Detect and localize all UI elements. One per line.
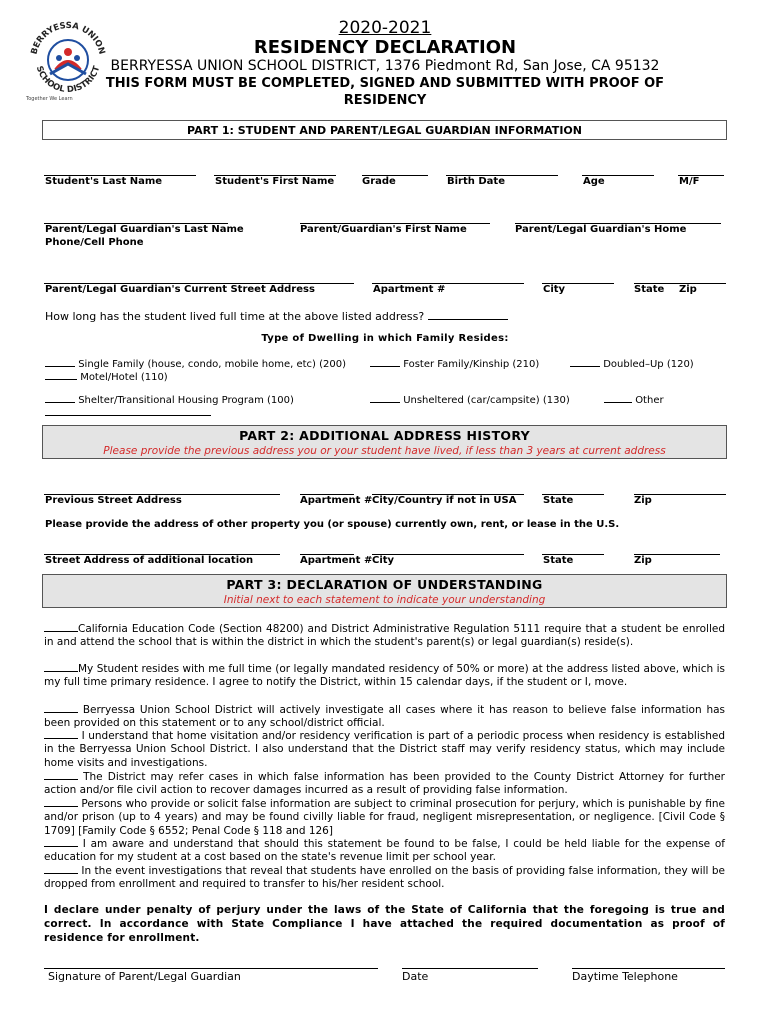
statement-text-1: California Education Code (Section 48200) and District Administrative Regulation 5111 require that a student be enrolled in and attend the school that is within the district in which the student's parent(s) or legal guardian(s) reside(s). — [44, 623, 725, 649]
label-additional-state: State — [543, 555, 574, 566]
statement-3 — [44, 702, 725, 731]
initial-blank-4[interactable] — [44, 728, 78, 739]
svg-text:SCHOOL DISTRICT: SCHOOL DISTRICT — [33, 64, 103, 96]
label-additional-street: Street Address of additional location — [45, 555, 254, 566]
form-title: RESIDENCY DECLARATION — [253, 37, 517, 58]
part2-title: PART 2: ADDITIONAL ADDRESS HISTORY — [239, 428, 530, 443]
part1-header: PART 1: STUDENT AND PARENT/LEGAL GUARDIAN INFORMATION — [42, 120, 727, 140]
label-signature: Signature of Parent/Legal Guardian — [48, 970, 241, 983]
label-previous-state: State — [543, 495, 574, 506]
label-age: Age — [583, 176, 605, 187]
label-additional-zip: Zip — [634, 555, 652, 566]
instruction-line-1: THIS FORM MUST BE COMPLETED, SIGNED AND SUBMITTED WITH PROOF OF — [105, 76, 665, 91]
label-previous-zip: Zip — [634, 495, 652, 506]
dwelling-shelter — [45, 392, 294, 406]
label-state: State — [634, 284, 665, 295]
statement-5 — [44, 769, 725, 798]
statement-text-5: The District may refer cases in which false information has been provided to the County District Attorney for further action and/or file civil action to recover damages incurred as a result of providing false information. — [44, 771, 725, 797]
label-current-street: Parent/Legal Guardian's Current Street Address — [45, 284, 315, 295]
additional-city-field[interactable] — [372, 554, 524, 555]
daytime-telephone-field[interactable] — [572, 968, 725, 969]
dwelling-title: Type of Dwelling in which Family Resides: — [261, 333, 509, 344]
doubled-blank[interactable] — [570, 356, 600, 367]
svg-text:BERRYESSA UNION: BERRYESSA UNION — [29, 20, 107, 56]
other-dwelling-field[interactable] — [45, 415, 211, 416]
statement-text-8: In the event investigations that reveal that students have enrolled on the basis of providing false information, they will be dropped from enrollment and required to transfer to his/her resident school. — [44, 865, 725, 891]
unsheltered-label: Unsheltered (car/campsite) (130) — [403, 395, 570, 406]
label-previous-apartment: Apartment # — [300, 495, 373, 506]
label-apartment: Apartment # — [373, 284, 446, 295]
shelter-blank[interactable] — [45, 392, 75, 403]
single-family-blank[interactable] — [45, 356, 75, 367]
part3-title: PART 3: DECLARATION OF UNDERSTANDING — [226, 577, 543, 592]
dwelling-doubled — [570, 356, 694, 370]
part2-subtitle: Please provide the previous address you or your student have lived, if less than 3 years at current address — [103, 445, 666, 457]
doubled-label: Doubled–Up (120) — [603, 359, 694, 370]
statement-6 — [44, 796, 725, 838]
label-gender: M/F — [679, 176, 700, 187]
initial-blank-8[interactable] — [44, 863, 78, 874]
initial-blank-2[interactable] — [44, 661, 78, 672]
statement-text-4: I understand that home visitation and/or residency verification is part of a periodic process when residency is established in the Berryessa Union School District. I also understand that the District staff may verify residency status, which may include home visits and investigations. — [44, 730, 725, 769]
unsheltered-blank[interactable] — [370, 392, 400, 403]
statement-text-2: My Student resides with me full time (or legally mandated residency of 50% or more) at the address listed above, which is my full time primary residence. I agree to notify the District, within 15 calendar days, if the student or I, move. — [44, 663, 725, 689]
label-date: Date — [402, 970, 429, 983]
dwelling-unsheltered — [370, 392, 570, 406]
perjury-declaration: I declare under penalty of perjury under the laws of the State of California that the foregoing is true and correct. In accordance with State Compliance I have attached the required documentation as proof of residence for enrollment. — [44, 904, 725, 944]
district-address: BERRYESSA UNION SCHOOL DISTRICT, 1376 Piedmont Rd, San Jose, CA 95132 — [110, 58, 660, 74]
statement-4 — [44, 728, 725, 770]
how-long-field[interactable] — [428, 308, 508, 320]
dwelling-foster — [370, 356, 539, 370]
label-guardian-last-name: Parent/Legal Guardian's Last Name — [45, 224, 244, 235]
part3-header — [42, 574, 727, 608]
part2-header — [42, 425, 727, 459]
shelter-label: Shelter/Transitional Housing Program (100) — [78, 395, 294, 406]
how-long-question — [45, 308, 508, 323]
signature-field[interactable] — [44, 968, 378, 969]
initial-blank-6[interactable] — [44, 796, 78, 807]
motel-label: Motel/Hotel (110) — [80, 372, 168, 383]
label-daytime-telephone: Daytime Telephone — [572, 970, 678, 983]
date-field[interactable] — [402, 968, 538, 969]
logo-subtext: Together We Learn — [26, 96, 73, 102]
initial-blank-3[interactable] — [44, 702, 78, 713]
label-guardian-home-phone: Parent/Legal Guardian's Home — [515, 224, 687, 235]
label-previous-street: Previous Street Address — [45, 495, 182, 506]
form-year: 2020-2021 — [338, 18, 432, 38]
foster-label: Foster Family/Kinship (210) — [403, 359, 540, 370]
motel-blank[interactable] — [45, 369, 77, 380]
label-student-last-name: Student's Last Name — [45, 176, 163, 187]
form-instruction — [0, 75, 770, 109]
label-guardian-first-name: Parent/Guardian's First Name — [300, 224, 467, 235]
label-birth-date: Birth Date — [447, 176, 505, 187]
label-additional-apartment: Apartment # — [300, 555, 373, 566]
single-family-label: Single Family (house, condo, mobile home, etc) (200) — [78, 359, 346, 370]
other-blank[interactable] — [604, 392, 632, 403]
foster-blank[interactable] — [370, 356, 400, 367]
statement-text-7: I am aware and understand that should this statement be found to be false, I could be held liable for the expense of education for my student at a cost based on the state's revenue limit per school year. — [44, 838, 725, 864]
other-label: Other — [635, 395, 664, 406]
label-city: City — [543, 284, 566, 295]
initial-blank-7[interactable] — [44, 836, 78, 847]
label-zip: Zip — [679, 284, 697, 295]
label-previous-city: City/Country if not in USA — [372, 495, 517, 506]
statement-8 — [44, 863, 725, 892]
label-phone-cell: Phone/Cell Phone — [45, 237, 144, 248]
label-grade: Grade — [362, 176, 396, 187]
initial-blank-1[interactable] — [44, 621, 78, 632]
statement-text-6: Persons who provide or solicit false information are subject to criminal prosecution for perjury, which is punishable by fine and/or prison (up to 4 years) and may be found civilly liable for fraud, negligent misrepresentation, or negligence. [Civil Code § 1709] [Family Code § 6552; Penal Code § 118 and 126] — [44, 798, 725, 837]
part3-subtitle: Initial next to each statement to indicate your understanding — [223, 594, 546, 606]
dwelling-motel — [45, 369, 168, 383]
statement-7 — [44, 836, 725, 865]
statement-2 — [44, 661, 725, 690]
label-student-first-name: Student's First Name — [215, 176, 335, 187]
statement-1 — [44, 621, 725, 650]
instruction-line-2: RESIDENCY — [343, 93, 427, 108]
how-long-label: How long has the student lived full time at the above listed address? — [45, 310, 425, 323]
statement-text-3: Berryessa Union School District will actively investigate all cases where it has reason to believe false information has been provided on this statement or to any school/district official. — [44, 704, 725, 730]
dwelling-single-family — [45, 356, 346, 370]
label-additional-city: City — [372, 555, 395, 566]
dwelling-other — [604, 392, 664, 406]
initial-blank-5[interactable] — [44, 769, 78, 780]
other-property-prompt: Please provide the address of other property you (or spouse) currently own, rent, or lease in the U.S. — [45, 519, 620, 530]
